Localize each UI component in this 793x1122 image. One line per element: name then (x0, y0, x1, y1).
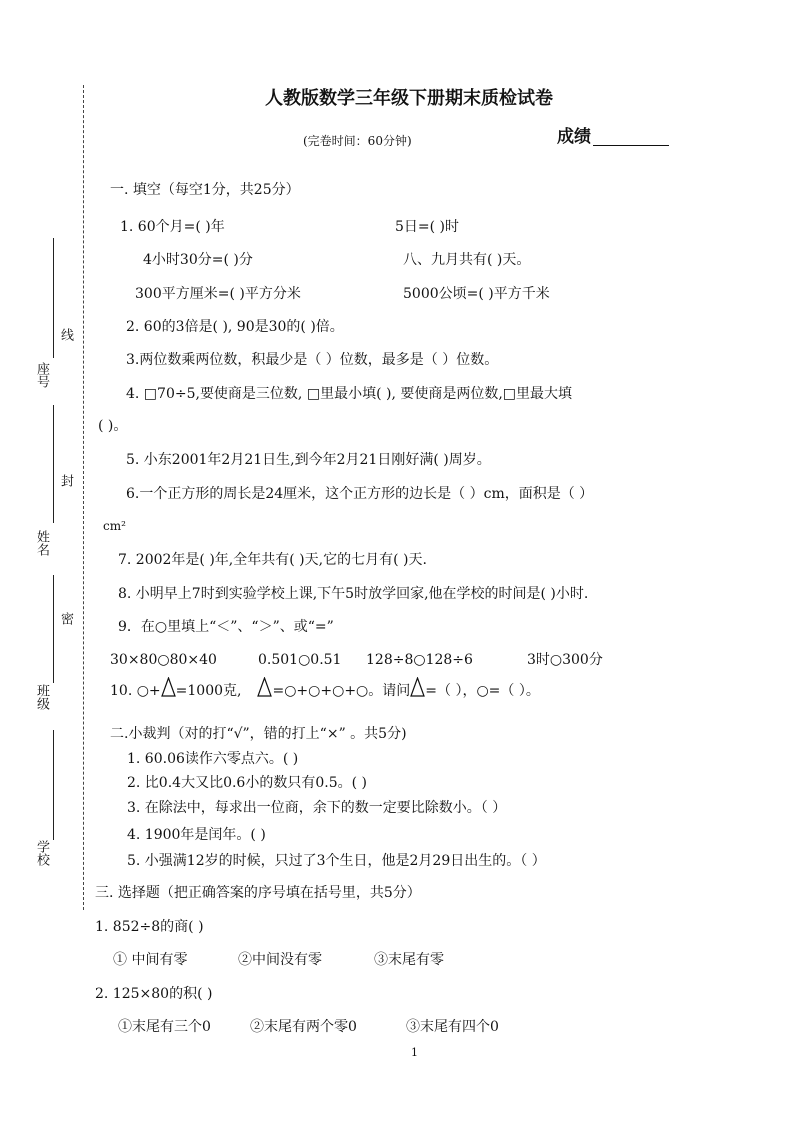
choice-q1-option-3: ③末尾有零 (374, 952, 444, 968)
q1-hours: 4小时30分=( )分 (143, 252, 253, 268)
q6-line1: 6.一个正方形的周长是24厘米，这个正方形的边长是（ ）cm，面积是（ ） (126, 486, 594, 502)
choice-q1-option-1: ① 中间有零 (113, 952, 188, 968)
judge-q2: 2. 比0.4大又比0.6小的数只有0.5。( ) (127, 775, 367, 791)
section3-heading: 三. 选择题（把正确答案的序号填在括号里，共5分） (95, 885, 421, 901)
judge-q3: 3. 在除法中，每求出一位商，余下的数一定要比除数小。（ ） (127, 800, 507, 816)
q7: 7. 2002年是( )年,全年共有( )天,它的七月有( )天. (118, 552, 427, 568)
q10 (110, 677, 540, 700)
binding-dashed-line (83, 85, 84, 910)
name-label: 姓名 (34, 530, 49, 556)
binding-line-school (53, 730, 54, 840)
q4-line2: ( )。 (98, 418, 128, 434)
triangle-icon (257, 677, 272, 697)
judge-q1: 1. 60.06读作六零点六。( ) (127, 751, 299, 767)
section2-heading: 二.小裁判（对的打“√”，错的打上“×” 。共5分) (110, 726, 407, 742)
score-underline (593, 130, 669, 146)
choice-q2-option-2: ②末尾有两个零0 (250, 1019, 357, 1035)
seat-label: 座号 (34, 362, 49, 388)
binding-line-name (53, 405, 54, 523)
q10-suffix: =（ ），○=（ ）。 (425, 683, 540, 699)
q9-item-a: 30×80○80×40 (110, 652, 217, 668)
q4-line1: 4. □70÷5,要使商是三位数, □里最小填( ), 要使商是两位数,□里最大填 (126, 386, 573, 402)
triangle-icon (161, 677, 176, 697)
q8: 8. 小明早上7时到实验学校上课,下午5时放学回家,他在学校的时间是( )小时. (118, 586, 589, 602)
q9: 9．在○里填上“＜”、“＞”、或“=” (118, 619, 334, 635)
q3: 3.两位数乘两位数，积最少是（ ）位数，最多是（ ）位数。 (126, 352, 499, 368)
score-label: 成绩 (557, 127, 591, 147)
q9-item-d: 3时○300分 (527, 652, 603, 668)
triangle-icon (410, 677, 425, 697)
q10-mid1: =1000克, (175, 683, 242, 699)
choice-q2: 2. 125×80的积( ) (95, 986, 213, 1002)
class-label: 班级 (34, 684, 49, 710)
section1-heading: 一. 填空（每空1分，共25分） (110, 182, 300, 198)
seal-mark: 封 (58, 474, 73, 487)
page-title: 人教版数学三年级下册期末质检试卷 (265, 88, 553, 109)
q1-months: 1. 60个月=( )年 (120, 219, 225, 235)
judge-q5: 5. 小强满12岁的时候，只过了3个生日，他是2月29日出生的。（ ） (127, 853, 546, 869)
q1-hectare: 5000公顷=( )平方千米 (403, 286, 550, 302)
q2: 2. 60的3倍是( ), 90是30的( )倍。 (126, 319, 344, 335)
page-number: 1 (411, 1046, 418, 1059)
choice-q1: 1. 852÷8的商( ) (95, 919, 204, 935)
choice-q1-option-2: ②中间没有零 (238, 952, 322, 968)
q9-item-c: 128÷8○128÷6 (366, 652, 473, 668)
q10-mid2: =○+○+○+○。请问 (272, 683, 411, 699)
binding-line-seat (53, 238, 54, 358)
line-mark: 线 (58, 328, 73, 341)
binding-line-class (53, 575, 54, 683)
judge-q4: 4. 1900年是闰年。( ) (127, 827, 266, 843)
secret-mark: 密 (58, 612, 73, 625)
q5: 5. 小东2001年2月21日生,到今年2月21日刚好满( )周岁。 (126, 452, 491, 468)
q6-line2: cm² (103, 519, 126, 533)
q10-prefix: 10. ○+ (110, 683, 161, 699)
choice-q2-option-1: ①末尾有三个0 (118, 1019, 211, 1035)
choice-q2-option-3: ③末尾有四个0 (406, 1019, 499, 1035)
school-label: 学校 (34, 840, 49, 866)
score-field (557, 128, 669, 146)
q9-item-b: 0.501○0.51 (258, 652, 342, 668)
time-note: (完卷时间：60分钟) (303, 134, 412, 148)
q1-aug-sep: 八、九月共有( )天。 (403, 252, 531, 268)
q1-sq-cm: 300平方厘米=( )平方分米 (135, 286, 301, 302)
q1-days: 5日=( )时 (395, 219, 460, 235)
